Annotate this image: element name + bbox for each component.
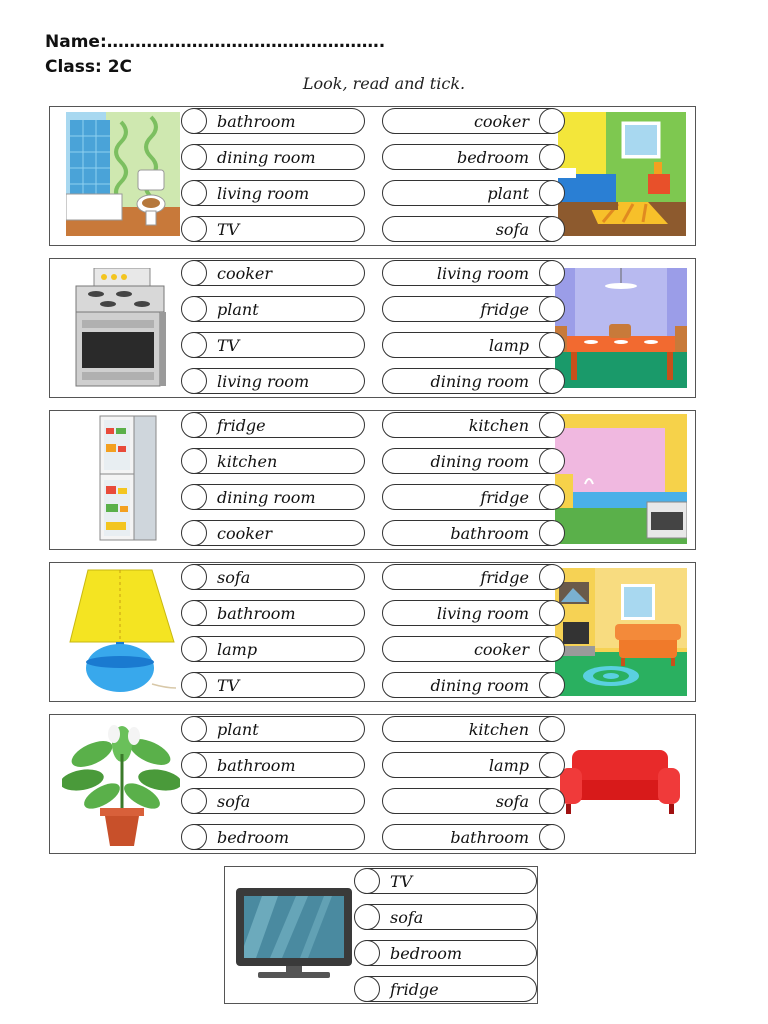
- option-label: fridge: [480, 568, 529, 587]
- tick-circle[interactable]: [181, 752, 207, 778]
- option-right-1-3: [382, 180, 564, 206]
- option-label: living room: [217, 184, 310, 203]
- option-right-4-4: [382, 672, 564, 698]
- option-label: TV: [217, 676, 240, 695]
- option-label: bathroom: [217, 756, 296, 775]
- bedroom-picture: [558, 112, 686, 236]
- option-label: kitchen: [217, 452, 278, 471]
- option-label: living room: [436, 604, 529, 623]
- option-right-4-1: [382, 564, 564, 590]
- option-left-1-1: [182, 108, 365, 134]
- option-left-2-2: [182, 296, 365, 322]
- option-label: living room: [436, 264, 529, 283]
- option-label: bathroom: [217, 604, 296, 623]
- option-label: sofa: [495, 792, 529, 811]
- tv-picture: [232, 886, 356, 982]
- option-label: kitchen: [468, 416, 529, 435]
- class-label: Class: 2C: [45, 57, 133, 77]
- tick-circle[interactable]: [539, 412, 565, 438]
- option-label: fridge: [217, 416, 266, 435]
- option-label: plant: [217, 300, 259, 319]
- tick-circle[interactable]: [181, 332, 207, 358]
- option-right-2-2: [382, 296, 564, 322]
- tick-circle[interactable]: [181, 484, 207, 510]
- option-label: kitchen: [468, 720, 529, 739]
- option-left-2-4: [182, 368, 365, 394]
- option-label: fridge: [480, 488, 529, 507]
- tick-circle[interactable]: [539, 564, 565, 590]
- option-right-3-3: [382, 484, 564, 510]
- option-label: dining room: [217, 488, 316, 507]
- option-label: dining room: [430, 676, 529, 695]
- tick-circle[interactable]: [181, 368, 207, 394]
- sofa-picture: [558, 746, 682, 818]
- option-right-4-3: [382, 636, 564, 662]
- tick-circle[interactable]: [539, 788, 565, 814]
- bathroom-picture: [66, 112, 180, 236]
- option-left-5-1: [182, 716, 365, 742]
- option-label: lamp: [488, 336, 529, 355]
- tick-circle[interactable]: [539, 752, 565, 778]
- option-label: cooker: [217, 524, 273, 543]
- option-left-1-3: [182, 180, 365, 206]
- option-label: sofa: [390, 908, 424, 927]
- tick-circle[interactable]: [181, 600, 207, 626]
- tick-circle[interactable]: [181, 108, 207, 134]
- option-tv-1: [355, 868, 537, 894]
- option-left-3-1: [182, 412, 365, 438]
- tick-circle[interactable]: [539, 600, 565, 626]
- tick-circle[interactable]: [181, 144, 207, 170]
- option-tv-2: [355, 904, 537, 930]
- option-label: dining room: [430, 452, 529, 471]
- option-label: dining room: [430, 372, 529, 391]
- option-left-2-3: [182, 332, 365, 358]
- option-left-5-3: [182, 788, 365, 814]
- tick-circle[interactable]: [539, 108, 565, 134]
- tick-circle[interactable]: [539, 144, 565, 170]
- option-left-2-1: [182, 260, 365, 286]
- option-left-5-2: [182, 752, 365, 778]
- tick-circle[interactable]: [539, 368, 565, 394]
- option-right-5-2: [382, 752, 564, 778]
- option-left-5-4: [182, 824, 365, 850]
- cooker-picture: [74, 268, 170, 388]
- tick-circle[interactable]: [181, 216, 207, 242]
- option-left-4-1: [182, 564, 365, 590]
- tick-circle[interactable]: [181, 180, 207, 206]
- lamp-picture: [66, 568, 180, 696]
- option-label: lamp: [488, 756, 529, 775]
- tick-circle[interactable]: [181, 716, 207, 742]
- option-label: fridge: [390, 980, 439, 999]
- option-right-3-1: [382, 412, 564, 438]
- tick-circle[interactable]: [354, 940, 380, 966]
- option-label: sofa: [495, 220, 529, 239]
- option-right-4-2: [382, 600, 564, 626]
- fridge-picture: [98, 414, 160, 544]
- option-label: lamp: [217, 640, 258, 659]
- tick-circle[interactable]: [181, 412, 207, 438]
- option-right-1-1: [382, 108, 564, 134]
- tick-circle[interactable]: [181, 296, 207, 322]
- tick-circle[interactable]: [539, 260, 565, 286]
- option-label: bathroom: [217, 112, 296, 131]
- option-left-3-3: [182, 484, 365, 510]
- option-label: TV: [217, 220, 240, 239]
- option-right-1-2: [382, 144, 564, 170]
- option-tv-3: [355, 940, 537, 966]
- option-label: TV: [390, 872, 413, 891]
- tick-circle[interactable]: [539, 296, 565, 322]
- option-label: plant: [217, 720, 259, 739]
- option-label: dining room: [217, 148, 316, 167]
- tick-circle[interactable]: [181, 788, 207, 814]
- option-left-4-3: [182, 636, 365, 662]
- tick-circle[interactable]: [181, 520, 207, 546]
- option-right-2-1: [382, 260, 564, 286]
- tick-circle[interactable]: [539, 180, 565, 206]
- living-room-picture: [555, 568, 687, 696]
- option-label: bathroom: [450, 828, 529, 847]
- plant-picture: [62, 724, 180, 850]
- tick-circle[interactable]: [181, 260, 207, 286]
- tick-circle[interactable]: [181, 448, 207, 474]
- option-label: plant: [487, 184, 529, 203]
- option-left-4-4: [182, 672, 365, 698]
- tick-circle[interactable]: [181, 672, 207, 698]
- option-right-1-4: [382, 216, 564, 242]
- option-label: sofa: [217, 792, 251, 811]
- option-right-3-2: [382, 448, 564, 474]
- option-label: bathroom: [450, 524, 529, 543]
- option-label: bedroom: [390, 944, 463, 963]
- option-right-5-4: [382, 824, 564, 850]
- option-label: cooker: [473, 640, 529, 659]
- option-label: bedroom: [217, 828, 290, 847]
- option-left-4-2: [182, 600, 365, 626]
- tick-circle[interactable]: [181, 636, 207, 662]
- tick-circle[interactable]: [539, 716, 565, 742]
- option-label: cooker: [473, 112, 529, 131]
- option-label: bedroom: [456, 148, 529, 167]
- option-left-1-2: [182, 144, 365, 170]
- dining-room-picture: [555, 268, 687, 388]
- option-right-3-4: [382, 520, 564, 546]
- tick-circle[interactable]: [354, 904, 380, 930]
- tick-circle[interactable]: [539, 520, 565, 546]
- option-label: living room: [217, 372, 310, 391]
- tick-circle[interactable]: [539, 636, 565, 662]
- option-label: TV: [217, 336, 240, 355]
- tick-circle[interactable]: [539, 448, 565, 474]
- instruction: Look, read and tick.: [302, 74, 466, 93]
- option-right-2-3: [382, 332, 564, 358]
- tick-circle[interactable]: [539, 824, 565, 850]
- option-right-5-1: [382, 716, 564, 742]
- option-label: fridge: [480, 300, 529, 319]
- option-right-2-4: [382, 368, 564, 394]
- tick-circle[interactable]: [539, 672, 565, 698]
- option-left-3-2: [182, 448, 365, 474]
- option-left-1-4: [182, 216, 365, 242]
- tick-circle[interactable]: [539, 332, 565, 358]
- tick-circle[interactable]: [181, 564, 207, 590]
- tick-circle[interactable]: [539, 484, 565, 510]
- option-label: cooker: [217, 264, 273, 283]
- option-right-5-3: [382, 788, 564, 814]
- tick-circle[interactable]: [354, 868, 380, 894]
- option-tv-4: [355, 976, 537, 1002]
- option-label: sofa: [217, 568, 251, 587]
- name-field-label: Name:………………………………………….: [45, 32, 386, 52]
- kitchen-picture: [555, 414, 687, 544]
- tick-circle[interactable]: [539, 216, 565, 242]
- tick-circle[interactable]: [354, 976, 380, 1002]
- option-left-3-4: [182, 520, 365, 546]
- tick-circle[interactable]: [181, 824, 207, 850]
